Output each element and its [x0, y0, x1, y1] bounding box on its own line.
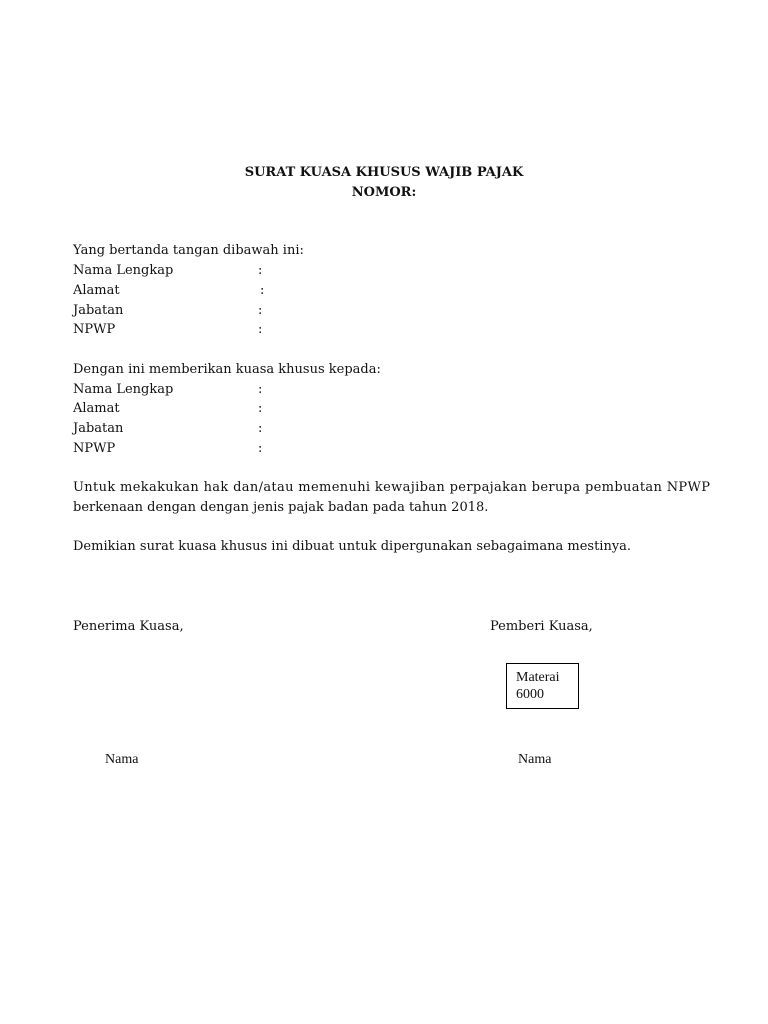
receiver-label: Penerima Kuasa, — [73, 619, 184, 634]
field-label: Alamat — [73, 401, 120, 416]
field-label: Jabatan — [73, 421, 124, 436]
giver-name: Nama — [518, 752, 552, 767]
field-label: Alamat — [73, 283, 120, 298]
title-number-line: NOMOR: — [351, 185, 417, 200]
document-title — [0, 163, 768, 203]
section1-field-jabatan — [73, 301, 263, 321]
title-line-1: SURAT KUASA KHUSUS WAJIB PAJAK — [244, 165, 524, 180]
stamp-box — [506, 663, 579, 709]
stamp-line-1: Materai — [516, 670, 560, 685]
field-colon: : — [258, 382, 263, 397]
section2-intro: Dengan ini memberikan kuasa khusus kepada: — [73, 362, 381, 377]
field-label: Jabatan — [73, 303, 124, 318]
purpose-paragraph — [73, 478, 711, 518]
field-label: Nama Lengkap — [73, 382, 174, 397]
section1-intro: Yang bertanda tangan dibawah ini: — [73, 243, 304, 258]
section1-field-alamat — [73, 281, 265, 301]
section2-field-jabatan — [73, 419, 263, 439]
field-label: Nama Lengkap — [73, 263, 174, 278]
closing-statement: Demikian surat kuasa khusus ini dibuat untuk dipergunakan sebagaimana mestinya. — [73, 539, 632, 554]
giver-label: Pemberi Kuasa, — [490, 619, 593, 634]
field-colon: : — [258, 263, 263, 278]
section2-field-nama — [73, 380, 263, 400]
field-label: NPWP — [73, 322, 116, 337]
purpose-line-1: Untuk mekakukan hak dan/atau memenuhi kewajiban perpajakan berupa pembuatan NPWP — [73, 480, 711, 495]
field-colon: : — [258, 322, 263, 337]
stamp-line-2: 6000 — [516, 687, 544, 702]
field-colon: : — [258, 421, 263, 436]
section1-field-npwp — [73, 320, 263, 340]
section1-field-nama — [73, 261, 263, 281]
field-colon: : — [258, 303, 263, 318]
receiver-name: Nama — [105, 752, 139, 767]
field-colon: : — [260, 283, 265, 298]
field-colon: : — [258, 401, 263, 416]
purpose-line-2: berkenaan dengan dengan jenis pajak badan pada tahun 2018. — [73, 500, 489, 515]
section2-field-npwp — [73, 439, 263, 459]
field-colon: : — [258, 441, 263, 456]
section2-field-alamat — [73, 399, 263, 419]
field-label: NPWP — [73, 441, 116, 456]
